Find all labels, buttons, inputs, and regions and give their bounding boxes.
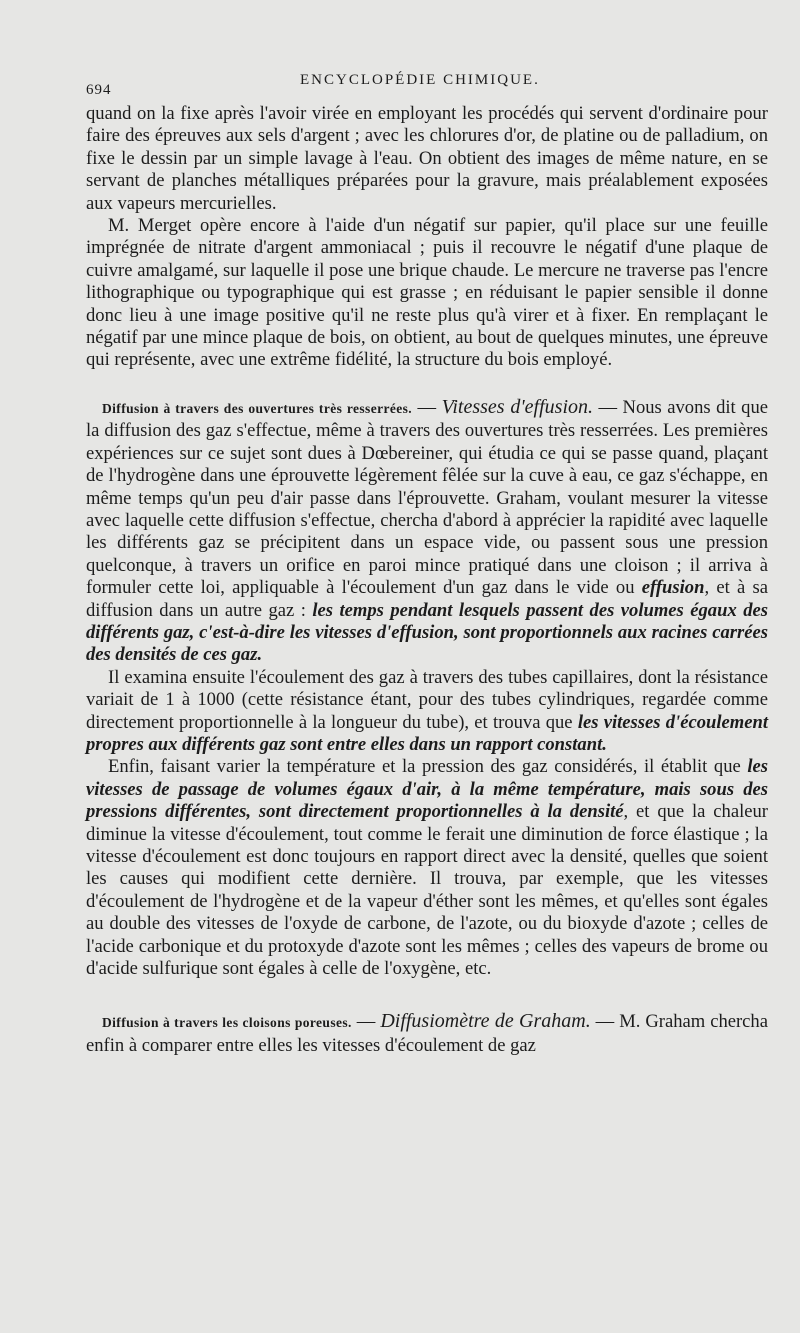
section-heading: Diffusion à travers les cloisons poreuses.: [102, 1015, 352, 1031]
page-number: 694: [86, 82, 112, 98]
section-heading: Diffusion à travers des ouvertures très resserrées.: [102, 400, 413, 416]
body-text: [86, 103, 768, 1057]
section-subtitle: Diffusiomètre de Graham.: [380, 1010, 591, 1033]
emphasis-law: les vitesses d'écoulement propres aux différents gaz sont entre elles dans un rapport constant.: [86, 711, 768, 755]
emphasis-law: les vitesses de passage de volumes égaux d'air, à la même température, mais sous des pressions différentes, sont directement proportionnelles à la densité: [86, 756, 768, 823]
paragraph-merget: M. Merget opère encore à l'aide d'un négatif sur papier, qu'il place sur une feuille imprégnée de nitrate d'argent ammoniacal ; puis il recouvre le négatif d'une plaque de cuivre amalgamé, sur laquelle il pose une brique chaude. Le mercure ne traverse pas l'encre lithographique ou typographique qui est grasse ; en réduisant le papier sensible il donne donc lieu à une image positive qu'il ne reste plus qu'à virer et à fixer. En remplaçant le négatif par une mince plaque de bois, on obtient, au bout de quelques minutes, une épreuve qui représente, avec une extrême fidélité, la structure du bois employé.: [86, 215, 768, 371]
paragraph-capillaires: [86, 667, 768, 757]
section-text: M. Graham chercha enfin à comparer entre elles les vitesses d'écoulement de gaz: [86, 1011, 768, 1056]
section-diffusion-ouvertures: [86, 396, 768, 667]
page-header: [0, 70, 800, 100]
section-diffusion-cloisons: [86, 1010, 768, 1057]
emphasis-term: effusion: [641, 577, 705, 599]
dash: —: [412, 396, 442, 418]
paragraph-text: Il examina ensuite l'écoulement des gaz à travers des tubes capillaires, dont la résistance variait de 1 à 1000 (cette résistance étant, pour des tubes cylindriques, regardée comme directement proportionnelle à la longueur du tube), et trouva que: [86, 666, 768, 733]
section-text: , et à sa diffusion dans un autre gaz :: [86, 577, 768, 621]
paragraph-continuation: quand on la fixe après l'avoir virée en employant les procédés qui servent d'ordinaire pour faire des épreuves aux sels d'argent ; avec les chlorures d'or, de platine ou de palladium, on fixe le dessin par un simple lavage à l'eau. On obtient des images de même nature, en se servant de planches métalliques préparées pour la gravure, mais préalablement exposées aux vapeurs mercurielles.: [86, 103, 768, 214]
emphasis-law: les temps pendant lesquels passent des volumes égaux des différents gaz, c'est-à-dire les vitesses d'effusion, sont proportionnels aux racines carrées des densités de ces gaz.: [86, 599, 768, 666]
dash: —: [593, 396, 623, 418]
dash: —: [351, 1011, 381, 1033]
paragraph-text: Enfin, faisant varier la température et la pression des gaz considérés, il établit que: [108, 756, 748, 778]
paragraph-text: , et que la chaleur diminue la vitesse d'écoulement, tout comme le ferait une diminution de force élastique ; la vitesse d'écoulement est donc toujours en rapport direct avec la densité, quelles que soient les causes qui modifient cette dernière. Il trouva, par exemple, que les vitesses d'écoulement de l'hydrogène et de la vapeur d'éther sont les mêmes, et qu'elles sont égales au double des vitesses de l'oxyde de carbone, de l'azote, ou du bioxyde d'azote ; celles de l'acide carbonique et du protoxyde d'azote sont les mêmes ; celles des vapeurs de brome ou d'acide sulfurique sont égales à celle de l'oxygène, etc.: [86, 801, 768, 980]
dash: —: [590, 1011, 620, 1033]
paragraph-temperature: [86, 756, 768, 980]
running-head: ENCYCLOPÉDIE CHIMIQUE.: [300, 72, 540, 88]
section-text: Nous avons dit que la diffusion des gaz s'effectue, même à travers des ouvertures très resserrées. Les premières expériences sur ce sujet sont dues à Dœbereiner, qui étudia ce qui se passe quand, plaçant de l'hydrogène dans une éprouvette légèrement fêlée sur la cuve à eau, ce gaz s'échappe, en même temps qu'un peu d'air passe dans l'éprouvette. Graham, voulant mesurer la vitesse avec laquelle cette diffusion s'effectue, chercha d'abord à apprécier la rapidité avec laquelle les différents gaz se précipitent dans un espace vide, ou passent sous une pression quelconque, à travers un orifice en paroi mince pratiqué dans une cloison ; il arriva à formuler cette loi, appliquable à l'écoulement d'un gaz dans le vide ou: [86, 396, 769, 599]
section-subtitle: Vitesses d'effusion.: [441, 395, 593, 418]
